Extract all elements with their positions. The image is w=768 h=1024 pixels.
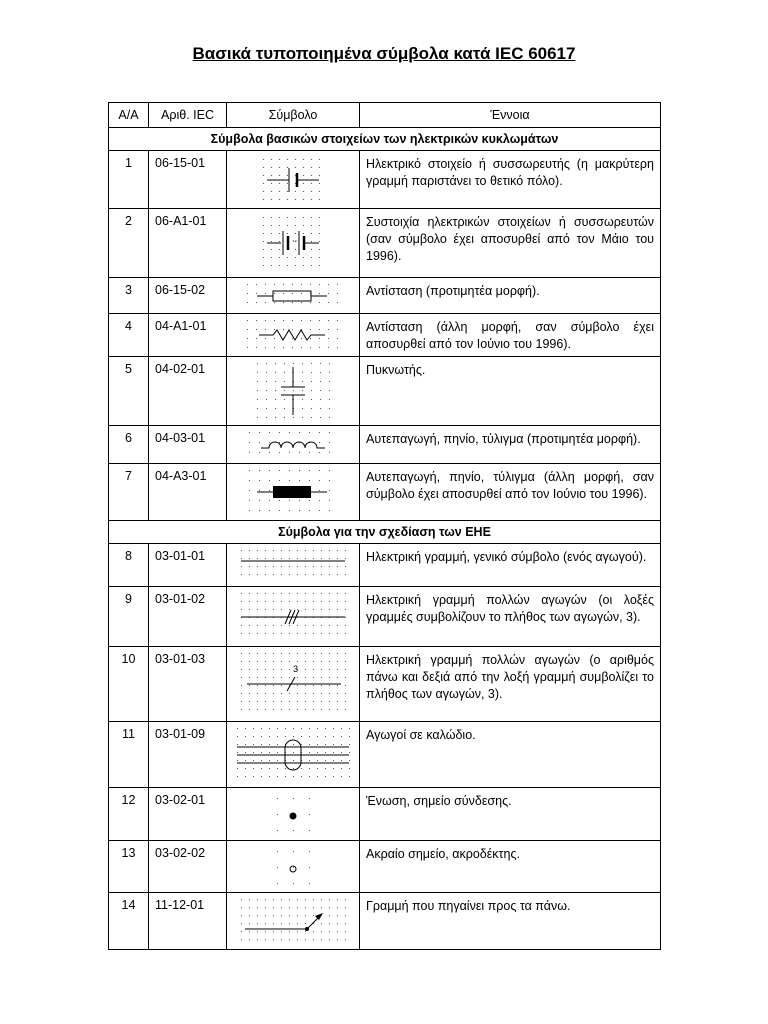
iec-code: 04-03-01 xyxy=(149,426,227,464)
row-number: 5 xyxy=(109,357,149,426)
meaning-text: Αυτεπαγωγή, πηνίο, τύλιγμα (προτιμητέα μορφή). xyxy=(360,426,661,464)
table-row xyxy=(109,841,661,893)
table-row xyxy=(109,209,661,278)
symbol-cell xyxy=(227,788,360,841)
symbol-cell xyxy=(227,151,360,209)
symbol-cell xyxy=(227,841,360,893)
header-aa: Α/Α xyxy=(109,103,149,128)
symbols-table xyxy=(108,102,661,950)
junction-dot-icon xyxy=(227,788,360,840)
iec-code: 11-12-01 xyxy=(149,893,227,950)
symbol-cell xyxy=(227,278,360,314)
multi-line-slashes-icon xyxy=(227,587,360,646)
row-number: 13 xyxy=(109,841,149,893)
iec-code: 06-15-01 xyxy=(149,151,227,209)
symbol-cell xyxy=(227,587,360,647)
row-number: 10 xyxy=(109,647,149,722)
meaning-text: Πυκνωτής. xyxy=(360,357,661,426)
table-row xyxy=(109,426,661,464)
header-row xyxy=(109,103,661,128)
row-number: 14 xyxy=(109,893,149,950)
symbol-cell xyxy=(227,464,360,521)
row-number: 8 xyxy=(109,544,149,587)
meaning-text: Ηλεκτρική γραμμή πολλών αγωγών (ο αριθμός πάνω και δεξιά από την λοξή γραμμή συμβολίζει το πλήθος των αγωγών, 3). xyxy=(360,647,661,722)
symbol-cell xyxy=(227,426,360,464)
table-row xyxy=(109,544,661,587)
symbol-cell xyxy=(227,893,360,950)
section-ehe-drawing-title: Σύμβολα για την σχεδίαση των ΕΗΕ xyxy=(109,521,661,544)
cell-icon xyxy=(227,151,360,208)
row-number: 11 xyxy=(109,722,149,788)
table-row xyxy=(109,722,661,788)
inductor-filled-icon xyxy=(227,464,360,520)
cable-icon xyxy=(227,722,360,787)
table-row xyxy=(109,314,661,357)
symbol-cell xyxy=(227,544,360,587)
page-title: Βασικά τυποποιημένα σύμβολα κατά IEC 60617 xyxy=(192,44,576,63)
symbol-cell xyxy=(227,314,360,357)
meaning-text: Αυτεπαγωγή, πηνίο, τύλιγμα (άλλη μορφή, σαν σύμβολο έχει αποσυρθεί από τον Ιούνιο του 1996). xyxy=(360,464,661,521)
terminal-icon xyxy=(227,841,360,892)
resistor-box-icon xyxy=(227,278,360,313)
capacitor-icon xyxy=(227,357,360,425)
table-row xyxy=(109,278,661,314)
table-row xyxy=(109,151,661,209)
section-basic-elements xyxy=(109,128,661,151)
table-row xyxy=(109,357,661,426)
header-iec: Αριθ. IEC xyxy=(149,103,227,128)
row-number: 2 xyxy=(109,209,149,278)
table-row xyxy=(109,647,661,722)
table-row xyxy=(109,587,661,647)
table-row xyxy=(109,893,661,950)
meaning-text: Συστοιχία ηλεκτρικών στοιχείων ή συσσωρευτών (σαν σύμβολο έχει αποσυρθεί από τον Μάιο του 1996). xyxy=(360,209,661,278)
row-number: 7 xyxy=(109,464,149,521)
iec-code: 03-01-02 xyxy=(149,587,227,647)
line-upward-icon xyxy=(227,893,360,949)
row-number: 12 xyxy=(109,788,149,841)
meaning-text: Αντίσταση (προτιμητέα μορφή). xyxy=(360,278,661,314)
iec-code: 03-01-09 xyxy=(149,722,227,788)
symbol-cell xyxy=(227,647,360,722)
section-ehe-drawing xyxy=(109,521,661,544)
header-meaning: Έννοια xyxy=(360,103,661,128)
table-row xyxy=(109,464,661,521)
meaning-text: Γραμμή που πηγαίνει προς τα πάνω. xyxy=(360,893,661,950)
iec-code: 06-15-02 xyxy=(149,278,227,314)
resistor-zigzag-icon xyxy=(227,314,360,356)
section-basic-elements-title: Σύμβολα βασικών στοιχείων των ηλεκτρικών κυκλωμάτων xyxy=(109,128,661,151)
row-number: 3 xyxy=(109,278,149,314)
meaning-text: Ακραίο σημείο, ακροδέκτης. xyxy=(360,841,661,893)
inductor-icon xyxy=(227,426,360,463)
row-number: 6 xyxy=(109,426,149,464)
symbol-cell xyxy=(227,357,360,426)
meaning-text: Ένωση, σημείο σύνδεσης. xyxy=(360,788,661,841)
iec-code: 04-02-01 xyxy=(149,357,227,426)
row-number: 1 xyxy=(109,151,149,209)
table-row xyxy=(109,788,661,841)
iec-code: 03-02-02 xyxy=(149,841,227,893)
meaning-text: Αντίσταση (άλλη μορφή, σαν σύμβολο έχει αποσυρθεί από τον Ιούνιο του 1996). xyxy=(360,314,661,357)
iec-code: 03-01-01 xyxy=(149,544,227,587)
symbol-cell xyxy=(227,722,360,788)
header-symbol: Σύμβολο xyxy=(227,103,360,128)
line-icon xyxy=(227,544,360,586)
iec-code: 04-A3-01 xyxy=(149,464,227,521)
meaning-text: Αγωγοί σε καλώδιο. xyxy=(360,722,661,788)
symbol-cell xyxy=(227,209,360,278)
row-number: 4 xyxy=(109,314,149,357)
conductor-count-label: 3 xyxy=(293,664,299,674)
iec-code: 03-01-03 xyxy=(149,647,227,722)
multi-line-number-icon xyxy=(227,647,360,721)
iec-code: 06-A1-01 xyxy=(149,209,227,278)
meaning-text: Ηλεκτρικό στοιχείο ή συσσωρευτής (η μακρύτερη γραμμή παριστάνει το θετικό πόλο). xyxy=(360,151,661,209)
meaning-text: Ηλεκτρική γραμμή, γενικό σύμβολο (ενός αγωγού). xyxy=(360,544,661,587)
row-number: 9 xyxy=(109,587,149,647)
battery-icon xyxy=(227,209,360,277)
meaning-text: Ηλεκτρική γραμμή πολλών αγωγών (οι λοξές γραμμές συμβολίζουν το πλήθος των αγωγών, 3). xyxy=(360,587,661,647)
iec-code: 03-02-01 xyxy=(149,788,227,841)
iec-code: 04-A1-01 xyxy=(149,314,227,357)
